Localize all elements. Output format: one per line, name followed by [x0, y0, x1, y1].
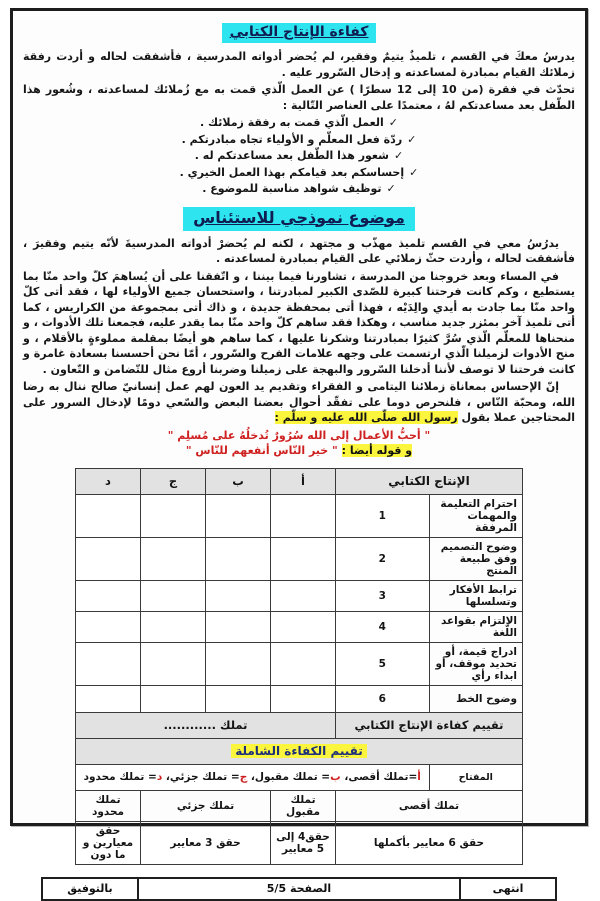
- prompt-line-2: تحدّث في فقرة (من 10 إلى 12 سطرًا ) عن العمل الّذي قمت به مع زُملائك لمساعدته ، وشُعور هذا الطّفل بعد مساعدتكم لهُ ، معتمدًا على العناصر التّالية :: [23, 83, 575, 112]
- criteria-header: الإنتاج الكتابي: [336, 468, 523, 494]
- mark-cell-d[interactable]: [76, 494, 141, 537]
- criterion-text: ادراج قيمة، أو تحديد موقف، أو ابداء رأي: [429, 642, 523, 685]
- list-item: [23, 132, 575, 149]
- criterion-number: 6: [336, 685, 430, 712]
- table-row: [76, 611, 523, 642]
- mark-cell-c[interactable]: [141, 580, 206, 611]
- overall-evaluation-cell: [76, 738, 523, 764]
- list-item-label: العمل الّذي قمت به رفقة زملائك .: [199, 116, 384, 129]
- scale-level-1: تملك أقصى: [336, 790, 523, 821]
- criterion-number: 2: [336, 537, 430, 580]
- mark-cell-b[interactable]: [206, 611, 271, 642]
- list-item: [23, 115, 575, 132]
- table-row: [76, 494, 523, 537]
- footer-good-luck: بالتوفيق: [42, 878, 138, 900]
- mark-cell-a[interactable]: [271, 642, 336, 685]
- mark-cell-a[interactable]: [271, 494, 336, 537]
- mark-header-a: أ: [271, 468, 336, 494]
- mark-cell-b[interactable]: [206, 685, 271, 712]
- criterion-number: 1: [336, 494, 430, 537]
- criterion-text: وضوح التصميم وفق طبيعة المنتج: [429, 537, 523, 580]
- table-header-row: [76, 468, 523, 494]
- key-letter-c: ج: [239, 771, 248, 783]
- table-row: [76, 537, 523, 580]
- overall-evaluation-row: [76, 738, 523, 764]
- prompt-line-1: يدرسُ معكَ في القسم ، تلميذٌ يتيمٌ وفقير، لم يُحضر أدواته المدرسية ، فأشفقت لحاله و أردت رفقة زملائك القيام بمبادرة لمساعدته و إدخال السّرور عليه .: [23, 50, 575, 79]
- scale-level-4: تملك محدود: [76, 790, 141, 821]
- key-text-b: = تملك مقبول،: [250, 771, 331, 783]
- scale-header-row: [76, 790, 523, 821]
- section-subtitle: موضوع نموذجي للاستئناس: [183, 207, 415, 231]
- key-label: المفتاح: [429, 764, 523, 790]
- hadith-attribution-2: و قوله أيضا :: [341, 443, 413, 457]
- mark-cell-b[interactable]: [206, 580, 271, 611]
- mark-cell-a[interactable]: [271, 611, 336, 642]
- mark-cell-c[interactable]: [141, 642, 206, 685]
- rubric-table: [75, 468, 523, 865]
- mark-header-d: د: [76, 468, 141, 494]
- table-row: [76, 642, 523, 685]
- scale-description-3: حقق 3 معايير: [141, 821, 271, 864]
- mark-cell-a[interactable]: [271, 537, 336, 580]
- hadith-quote-2: " خير النّاس أنفعهم للنّاس ": [185, 443, 338, 457]
- criterion-text: احترام التعليمة والمهمات المرفقة: [429, 494, 523, 537]
- check-icon: ✓: [388, 116, 399, 129]
- footer-row: [42, 878, 556, 900]
- key-text-a: =تملك أقصى،: [344, 771, 418, 783]
- criterion-text: وضوح الخط: [429, 685, 523, 712]
- evaluation-value[interactable]: تملك ............: [76, 712, 336, 738]
- hadith-attribution-1: رسول الله صلّى الله عليه و سلّم :: [274, 411, 458, 424]
- list-item-label: توظيف شواهد مناسبة للموضوع .: [202, 182, 382, 195]
- page-title-container: [23, 21, 575, 43]
- evaluation-row: [76, 712, 523, 738]
- criterion-number: 3: [336, 580, 430, 611]
- list-item: [23, 165, 575, 182]
- key-letter-b: ب: [330, 771, 341, 783]
- check-icon: ✓: [407, 132, 417, 146]
- evaluation-label: تقييم كفاءة الإنتاج الكتابي: [336, 712, 523, 738]
- mark-cell-d[interactable]: [76, 611, 141, 642]
- list-item-label: إحساسكم بعد قيامكم بهذا العمل الخيري .: [179, 165, 405, 179]
- list-item: [23, 181, 575, 198]
- key-letter-a: أ: [417, 771, 421, 783]
- footer-end-marker: انتهى: [460, 878, 556, 900]
- mark-cell-d[interactable]: [76, 537, 141, 580]
- mark-cell-c[interactable]: [141, 685, 206, 712]
- scale-level-3: تملك جزئي: [141, 790, 271, 821]
- key-row: [76, 764, 523, 790]
- mark-cell-d[interactable]: [76, 685, 141, 712]
- list-item: [23, 148, 575, 165]
- mark-header-b: ب: [206, 468, 271, 494]
- check-icon: ✓: [393, 149, 404, 162]
- key-letter-d: د: [156, 771, 163, 783]
- table-row: [76, 580, 523, 611]
- mark-cell-d[interactable]: [76, 580, 141, 611]
- scale-level-2: تملك مقبول: [271, 790, 336, 821]
- model-answer-body: [23, 236, 575, 458]
- check-icon: ✓: [409, 165, 419, 179]
- criterion-number: 4: [336, 611, 430, 642]
- criterion-text: ترابط الأفكار وتسلسلها: [429, 580, 523, 611]
- scale-description-row: [76, 821, 523, 864]
- key-text-c: = تملك جزئي،: [165, 771, 240, 783]
- model-paragraph-3: [23, 379, 575, 426]
- criterion-text: الالتزام بقواعد اللّغة: [429, 611, 523, 642]
- model-paragraph-2: في المساء وبعد خروجنا من المدرسة ، تشاورنا فيما بيننا ، و اتّفقنا على أن يُساهمَ كلّ واحد منّا بما يستطيع ، وكم كانت فرحتنا كبيرة للصّدى الكبير لمبادرتنا ، واستحسان جميع الأولياء لها ، فقد أتى كلّ واحد منّا بما جادت به أيدي والِدَيْه ، فهذا أتى بمحفظة جديدة ، و ذاك أتى بمجموعة من الكراريس ، كما أتى تلميذ آخر بمئزر جديد مناسب ، وهكذا فقد ساهم كلّ واحد منّا بما يقدر عليه، فجمعنا تلك الأدوات ، و منحناها للمعلّم الّذي سُرَّ كثيرًا بمبادرتنا وشكرنا عليها ، كما ساهم هو أيضًا بمقلمة مملوءةٍ بالأقلام ، و منح الأدوات لزميلنا الّذي ارتسمت على وجهه علامات الفرح والسّرور ، أمّا نحن أحسسنا بسعادة غامرة و كانت فرحتنا لا توصف لأننا أدخلنا السّرور والبهجة على زميلنا وضربنا أروع مثال للتّضامن و التّعاون .: [23, 269, 575, 376]
- mark-cell-c[interactable]: [141, 494, 206, 537]
- hadith-quote-1: " أحبُّ الأعمال إلى الله سُرُورٌ تُدخلُهُ على مُسلِم ": [167, 428, 431, 442]
- section-subtitle-container: [23, 207, 575, 231]
- scale-description-2: حقق4 إلى 5 معايير: [271, 821, 336, 864]
- mark-cell-b[interactable]: [206, 642, 271, 685]
- mark-cell-c[interactable]: [141, 611, 206, 642]
- scale-description-1: حقق 6 معايير بأكملها: [336, 821, 523, 864]
- overall-evaluation-label: تقييم الكفاءة الشاملة: [231, 744, 367, 758]
- page-footer: [41, 877, 557, 901]
- table-row: [76, 685, 523, 712]
- scale-description-4: حقق معيارين و ما دون: [76, 821, 141, 864]
- model-paragraph-3-text: إنّ الإحساس بمعاناة زملائنا اليتامى و الفقراء وتقديم يد العون لهم عمل إنسانيّ صالح ننال به رضا الله، ومحبّة النّاس ، فلنحرص دوما على تفقّد أحوال بعضنا البعض والسّعي دومًا لإدخال السرور على المحتاجين عملا بقول: [23, 380, 575, 424]
- mark-cell-a[interactable]: [271, 580, 336, 611]
- model-paragraph-1: يدرُسُ معي في القسم تلميذ مهذّب و مجتهد ، لكنه لم يُحضرْ أدواته المدرسيةَ لأنّه يتيم وفقيرَ ، فأشفقت لحاله ، وأردت حثّ زملائي على القيام بمبادرة لمساعدته .: [23, 236, 575, 265]
- page-title: كفاءة الإنتاج الكتابي: [222, 23, 377, 43]
- key-legend: [76, 764, 430, 790]
- document-page: [10, 8, 588, 895]
- hadith-attribution-2-line: [23, 443, 575, 458]
- mark-cell-b[interactable]: [206, 494, 271, 537]
- mark-cell-c[interactable]: [141, 537, 206, 580]
- mark-cell-d[interactable]: [76, 642, 141, 685]
- prompt-bullet-list: [23, 115, 575, 198]
- key-text-d: = تملك محدود: [83, 771, 157, 783]
- footer-page-number: الصفحة 5/5: [138, 878, 460, 900]
- page-content: [13, 11, 585, 901]
- list-item-label: شعور هذا الطّفل بعد مساعدتكم له .: [194, 149, 389, 162]
- mark-header-c: ج: [141, 468, 206, 494]
- list-item-label: ردّة فعل المعلّم و الأولياء تجاه مبادرتكم .: [181, 132, 403, 146]
- criterion-number: 5: [336, 642, 430, 685]
- check-icon: ✓: [386, 182, 396, 195]
- mark-cell-b[interactable]: [206, 537, 271, 580]
- mark-cell-a[interactable]: [271, 685, 336, 712]
